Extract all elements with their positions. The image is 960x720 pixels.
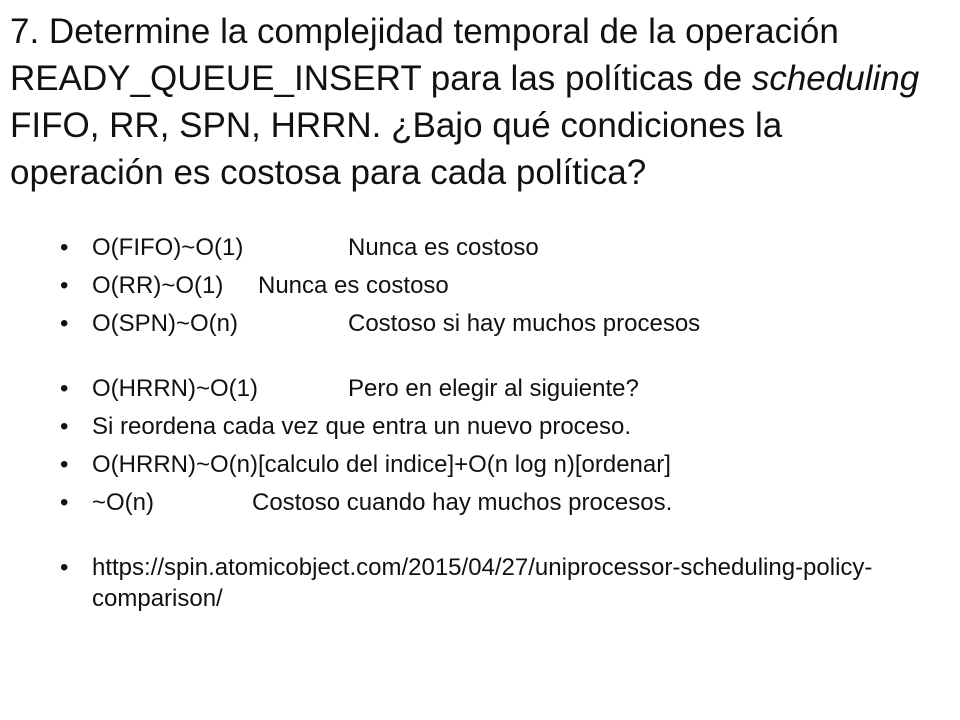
bullet-icon: • xyxy=(60,489,69,516)
title-emphasis: scheduling xyxy=(751,59,920,98)
bullet-item-fifo xyxy=(60,232,930,263)
bullet-icon: • xyxy=(60,234,69,261)
complexity-fifo: O(FIFO)~O(1) xyxy=(92,234,244,261)
complexity-hrrn: O(HRRN)~O(1) xyxy=(92,375,258,402)
complexity-spn: O(SPN)~O(n) xyxy=(92,310,239,337)
title-text-start: 7. Determine la complejidad temporal de la operación READY_QUEUE_INSERT para las políticas de xyxy=(10,12,839,98)
hrrn-cost-text: O(HRRN)~O(n)[calculo del indice]+O(n log n)[ordenar] xyxy=(92,451,671,478)
complexity-rr: O(RR)~O(1) xyxy=(92,272,224,299)
title-text-end: FIFO, RR, SPN, HRRN. ¿Bajo qué condiciones la operación es costosa para cada política? xyxy=(10,106,783,192)
bullet-item-summary xyxy=(60,487,930,518)
bullet-list xyxy=(60,232,930,621)
bullet-item-hrrn xyxy=(60,373,930,404)
note-spn: Costoso si hay muchos procesos xyxy=(348,310,701,337)
bullet-icon: • xyxy=(60,272,69,299)
bullet-item-reorder xyxy=(60,411,930,442)
reference-link[interactable]: https://spin.atomicobject.com/2015/04/27/uniprocessor-scheduling-policy-comparison/ xyxy=(92,554,873,612)
bullet-icon: • xyxy=(60,451,69,478)
bullet-item-hrrn-cost xyxy=(60,449,930,480)
note-hrrn: Pero en elegir al siguiente? xyxy=(348,375,639,402)
note-rr: Nunca es costoso xyxy=(258,272,449,299)
complexity-summary: ~O(n) xyxy=(92,489,155,516)
bullet-icon: • xyxy=(60,554,69,581)
bullet-icon: • xyxy=(60,375,69,402)
bullet-icon: • xyxy=(60,413,69,440)
bullet-icon: • xyxy=(60,310,69,337)
reorder-text: Si reordena cada vez que entra un nuevo proceso. xyxy=(92,413,632,440)
note-fifo: Nunca es costoso xyxy=(348,234,539,261)
note-summary: Costoso cuando hay muchos procesos. xyxy=(252,489,673,516)
bullet-item-rr xyxy=(60,270,930,301)
bullet-item-link xyxy=(60,552,930,614)
slide-title xyxy=(10,8,940,196)
bullet-item-spn xyxy=(60,308,930,339)
